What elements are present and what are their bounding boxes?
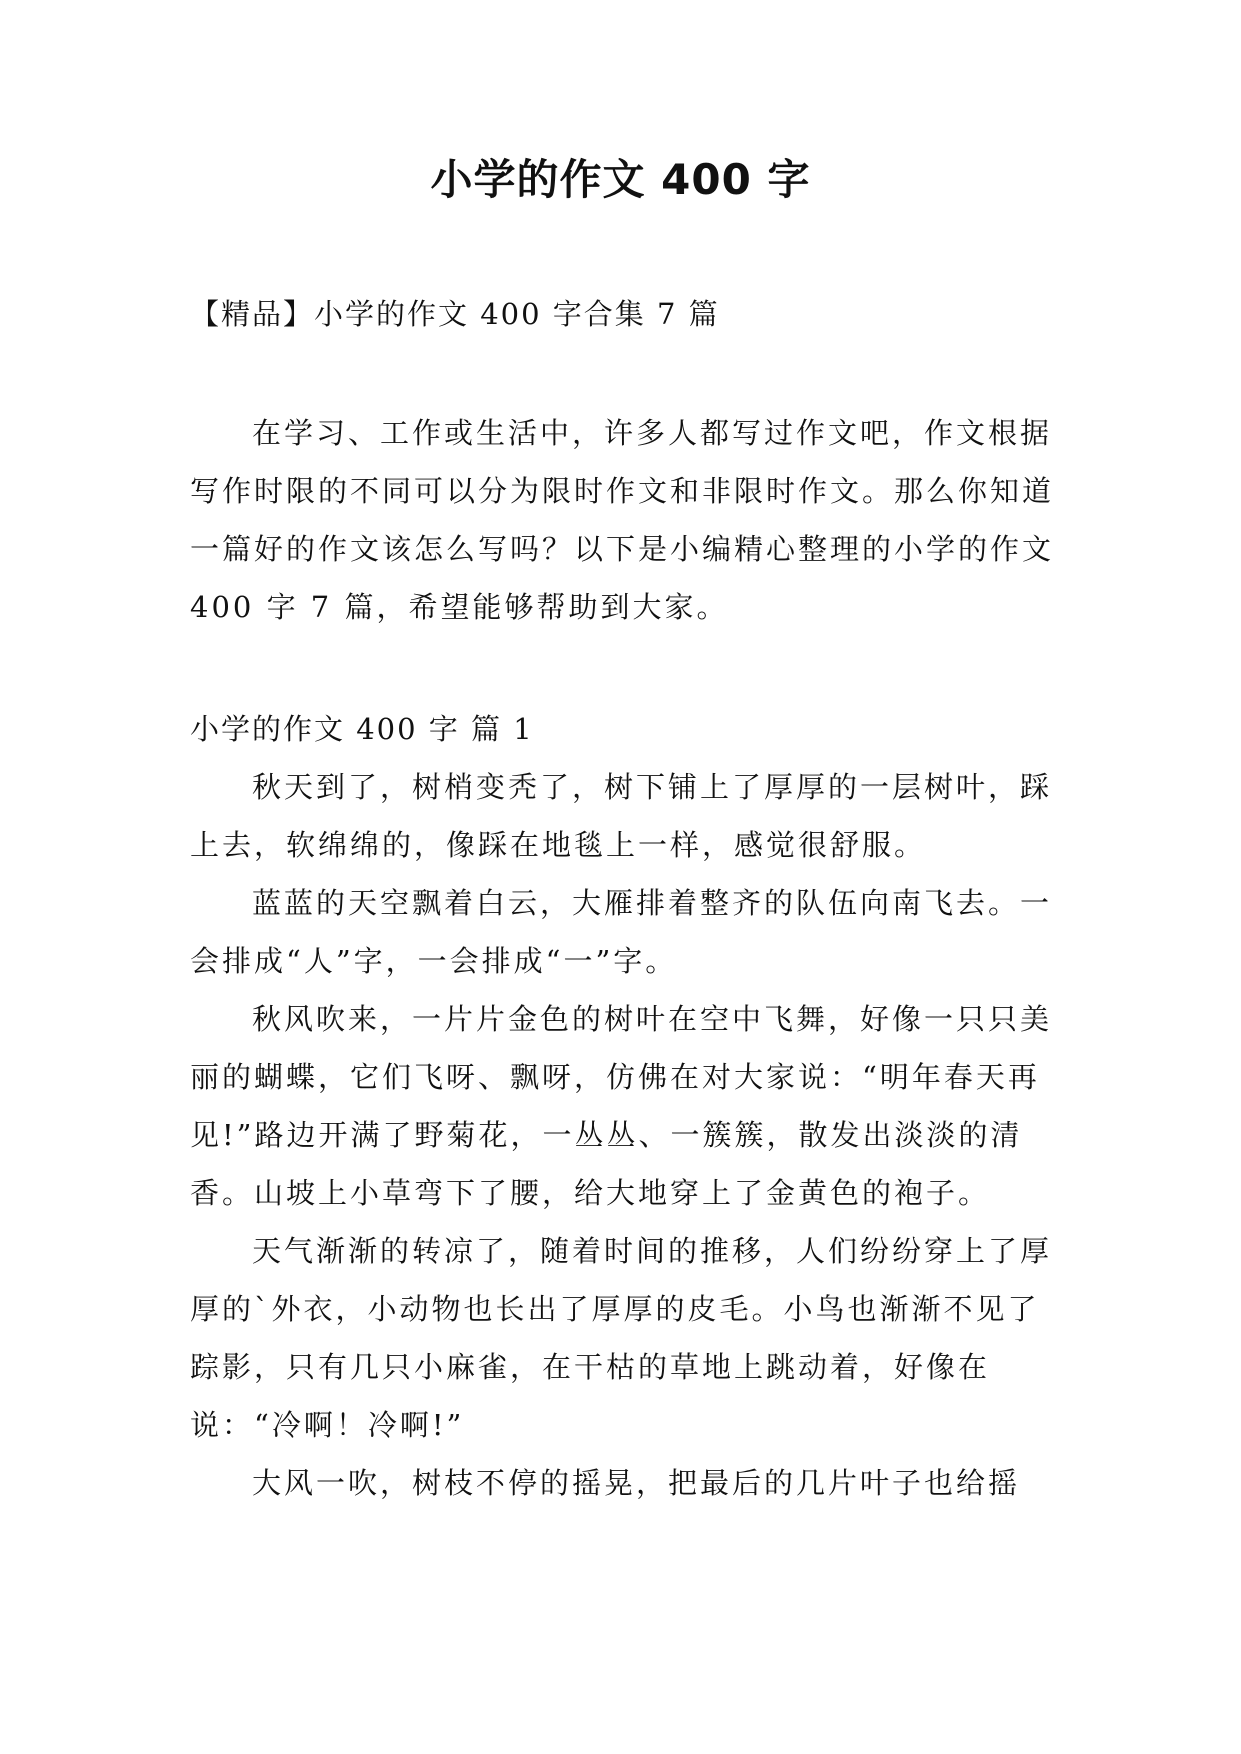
essay-paragraph: 秋天到了，树梢变秃了，树下铺上了厚厚的一层树叶，踩上去，软绵绵的，像踩在地毯上一样，感觉很舒服。 [190, 770, 1053, 862]
essay-section [190, 700, 1060, 1512]
intro-paragraph: 在学习、工作或生活中，许多人都写过作文吧，作文根据写作时限的不同可以分为限时作文和非限时作文。那么你知道一篇好的作文该怎么写吗？以下是小编精心整理的小学的作文 400 字 7 篇，希望能够帮助到大家。 [190, 416, 1055, 624]
essay-paragraph: 天气渐渐的转凉了，随着时间的推移，人们纷纷穿上了厚厚的`外衣，小动物也长出了厚厚的皮毛。小鸟也渐渐不见了踪影，只有几只小麻雀，在干枯的草地上跳动着，好像在说：“冷啊！冷啊!” [190, 1234, 1053, 1442]
essay-paragraph: 大风一吹，树枝不停的摇晃，把最后的几片叶子也给摇 [252, 1466, 1021, 1500]
document-title: 小学的作文 400 字 [430, 155, 811, 204]
essay-paragraph: 蓝蓝的天空飘着白云，大雁排着整齐的队伍向南飞去。一会排成“人”字，一会排成“一”字。 [190, 886, 1053, 978]
document-subtitle: 【精品】小学的作文 400 字合集 7 篇 [190, 297, 720, 331]
essay-paragraph: 秋风吹来，一片片金色的树叶在空中飞舞，好像一只只美丽的蝴蝶，它们飞呀、飘呀，仿佛在对大家说：“明年春天再见!”路边开满了野菊花，一丛丛、一簇簇，散发出淡淡的清香。山坡上小草弯下了腰，给大地穿上了金黄色的袍子。 [190, 1002, 1053, 1210]
section-heading: 小学的作文 400 字 篇 1 [190, 712, 534, 746]
